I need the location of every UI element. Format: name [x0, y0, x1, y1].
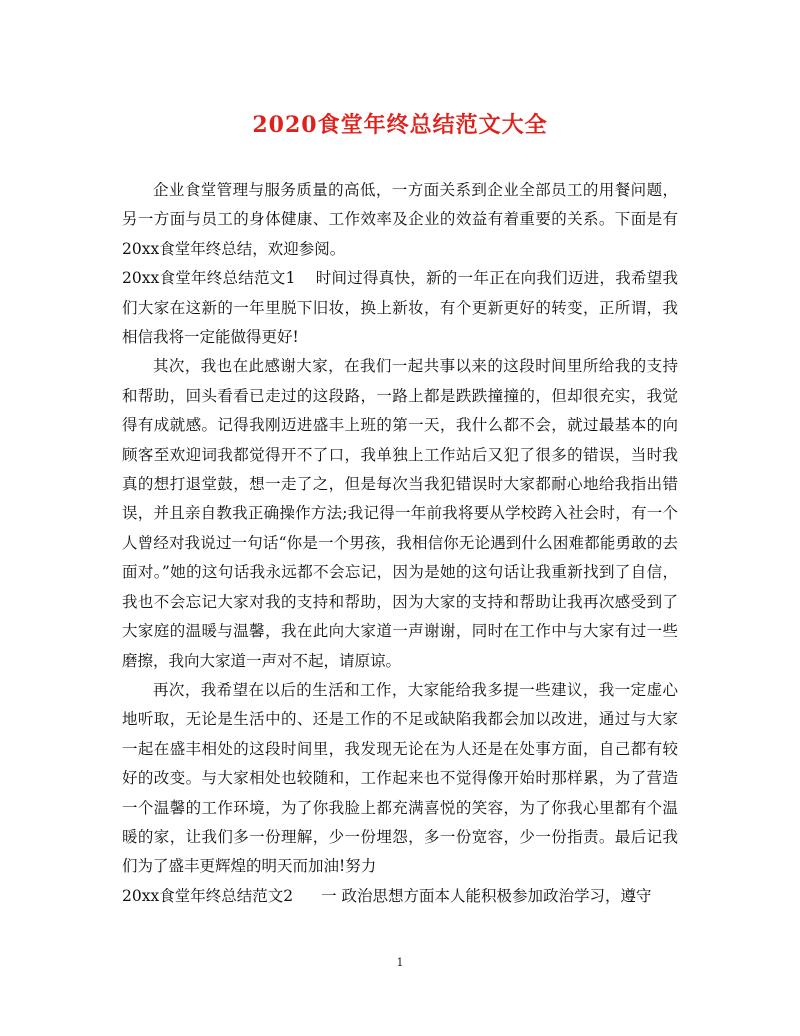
intro-paragraph: 企业食堂管理与服务质量的高低，一方面关系到企业全部员工的用餐问题，另一方面与员工的身体健康、工作效率及企业的效益有着重要的关系。下面是有20xx食堂年终总结，欢迎参阅。	[122, 181, 678, 258]
document-body	[122, 176, 678, 911]
document-title: 2020食堂年终总结范文大全	[252, 112, 548, 138]
section-2-paragraph-1	[122, 882, 678, 911]
section-1-paragraph-2: 其次，我也在此感谢大家，在我们一起共事以来的这段时间里所给我的支持和帮助，回头看看已走过的这段路，一路上都是跌跌撞撞的，但却很充实，我觉得有成就感。记得我刚迈进盛丰上班的第一天，我什么都不会，就过最基本的向顾客至欢迎词我都觉得开不了口，我单独上工作站后又犯了很多的错误，当时我真的想打退堂鼓，想一走了之，但是每次当我犯错误时大家都耐心地给我指出错误，并且亲自教我正确操作方法;我记得一年前我将要从学校跨入社会时，有一个人曾经对我说过一句话“你是一个男孩，我相信你无论遇到什么困难都能勇敢的去面对。”她的这句话我永远都不会忘记，因为是她的这句话让我重新找到了自信，我也不会忘记大家对我的支持和帮助，因为大家的支持和帮助让我再次感受到了大家庭的温暖与温馨，我在此向大家道一声谢谢，同时在工作中与大家有过一些磨擦，我向大家道一声对不起，请原谅。	[122, 357, 678, 670]
section-1-heading: 20xx食堂年终总结范文1	[122, 269, 296, 288]
section-1-paragraph-3: 再次，我希望在以后的生活和工作，大家能给我多提一些建议，我一定虚心地听取，无论是生活中的、还是工作的不足或缺陷我都会加以改进，通过与大家一起在盛丰相处的这段时间里，我发现无论在为人还是在处事方面，自己都有较好的改变。与大家相处也较随和，工作起来也不觉得像开始时那样累，为了营造一个温馨的工作环境，为了你我脸上都充满喜悦的笑容，为了你我心里都有个温暖的家，让我们多一份理解，少一份埋怨，多一份宽容，少一份指责。最后记我们为了盛丰更辉煌的明天而加油!努力	[122, 680, 678, 876]
section-2-heading: 20xx食堂年终总结范文2	[122, 886, 294, 905]
section-1-paragraph-1	[122, 264, 678, 352]
section-1-first-text: 时间过得真快，新的一年正在向我们迈进，我希望我们大家在这新的一年里脱下旧妆，换上新妆，有个更新更好的转变，正所谓，我相信我将一定能做得更好!	[122, 269, 678, 347]
section-2-first-text: 一 政治思想方面本人能积极参加政治学习，遵守	[321, 886, 652, 905]
page-number: 1	[396, 956, 404, 969]
